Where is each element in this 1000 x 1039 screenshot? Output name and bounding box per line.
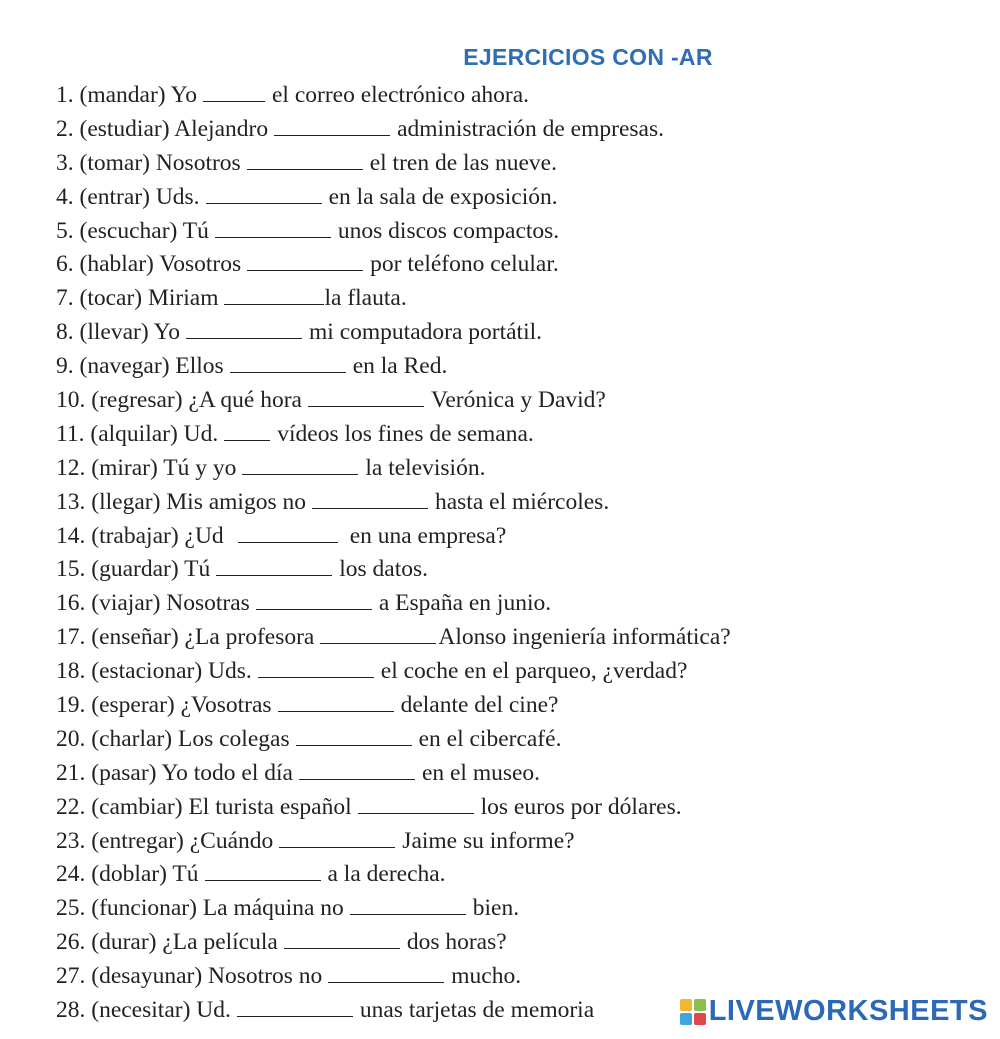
exercise-prompt: 8. (llevar) Yo xyxy=(56,319,181,346)
exercise-ending: los euros por dólares. xyxy=(480,793,682,820)
answer-blank[interactable] xyxy=(350,913,466,915)
answer-blank[interactable] xyxy=(224,439,270,441)
exercise-ending: el tren de las nueve. xyxy=(369,149,557,176)
exercise-ending: la televisión. xyxy=(365,454,486,481)
exercise-ending: vídeos los fines de semana. xyxy=(277,420,534,447)
exercise-item xyxy=(56,621,1000,655)
liveworksheets-logo xyxy=(678,995,988,1028)
exercise-item xyxy=(56,282,1000,316)
logo-square xyxy=(694,999,706,1011)
logo-square xyxy=(680,999,692,1011)
exercise-prompt: 15. (guardar) Tú xyxy=(56,556,211,583)
exercise-ending: a la derecha. xyxy=(327,861,446,888)
exercise-item xyxy=(56,926,1000,960)
exercise-ending: en una empresa? xyxy=(349,522,507,549)
answer-blank[interactable] xyxy=(312,507,428,509)
exercise-ending: administración de empresas. xyxy=(397,115,664,142)
exercise-ending: Verónica y David? xyxy=(430,387,606,414)
exercise-ending: Alonso ingeniería informática? xyxy=(438,624,731,651)
exercise-prompt: 7. (tocar) Miriam xyxy=(56,285,219,312)
answer-blank[interactable] xyxy=(284,947,400,949)
exercise-prompt: 18. (estacionar) Uds. xyxy=(56,658,252,685)
answer-blank[interactable] xyxy=(205,879,321,881)
answer-blank[interactable] xyxy=(358,812,474,814)
exercise-ending: por teléfono celular. xyxy=(370,251,559,278)
logo-square xyxy=(694,1013,706,1025)
exercise-item xyxy=(56,418,1000,452)
answer-blank[interactable] xyxy=(278,710,394,712)
exercise-ending: mi computadora portátil. xyxy=(309,319,543,346)
answer-blank[interactable] xyxy=(215,236,331,238)
exercise-item xyxy=(56,587,1000,621)
exercise-ending: el coche en el parqueo, ¿verdad? xyxy=(380,658,688,685)
exercise-item xyxy=(56,825,1000,859)
answer-blank[interactable] xyxy=(230,371,346,373)
answer-blank[interactable] xyxy=(328,981,444,983)
exercise-prompt: 25. (funcionar) La máquina no xyxy=(56,895,344,922)
exercise-item xyxy=(56,553,1000,587)
exercise-item xyxy=(56,215,1000,249)
exercise-ending: hasta el miércoles. xyxy=(434,488,610,515)
exercise-prompt: 17. (enseñar) ¿La profesora xyxy=(56,624,315,651)
answer-blank[interactable] xyxy=(308,405,424,407)
answer-blank[interactable] xyxy=(224,303,324,305)
answer-blank[interactable] xyxy=(238,541,338,543)
logo-square xyxy=(680,1013,692,1025)
exercise-list xyxy=(56,79,1000,1028)
exercise-item xyxy=(56,384,1000,418)
exercise-prompt: 26. (durar) ¿La película xyxy=(56,929,278,956)
exercise-item xyxy=(56,113,1000,147)
exercise-prompt: 23. (entregar) ¿Cuándo xyxy=(56,827,274,854)
exercise-item xyxy=(56,350,1000,384)
answer-blank[interactable] xyxy=(186,337,302,339)
logo-text: LIVEWORKSHEETS xyxy=(708,995,988,1027)
exercise-prompt: 14. (trabajar) ¿Ud xyxy=(56,522,224,549)
answer-blank[interactable] xyxy=(206,202,322,204)
exercise-item xyxy=(56,858,1000,892)
answer-blank[interactable] xyxy=(296,744,412,746)
exercise-item xyxy=(56,892,1000,926)
exercise-ending: Jaime su informe? xyxy=(402,827,575,854)
exercise-prompt: 21. (pasar) Yo todo el día xyxy=(56,759,293,786)
exercise-prompt: 1. (mandar) Yo xyxy=(56,82,197,108)
answer-blank[interactable] xyxy=(203,100,265,102)
exercise-prompt: 11. (alquilar) Ud. xyxy=(56,420,219,447)
exercise-ending: en la sala de exposición. xyxy=(328,183,558,210)
exercise-ending: en el museo. xyxy=(421,759,541,786)
exercise-prompt: 10. (regresar) ¿A qué hora xyxy=(56,387,302,414)
exercise-item xyxy=(56,147,1000,181)
exercise-item xyxy=(56,486,1000,520)
exercise-prompt: 5. (escuchar) Tú xyxy=(56,217,209,244)
exercise-prompt: 27. (desayunar) Nosotros no xyxy=(56,963,323,990)
exercise-item xyxy=(56,960,1000,994)
exercise-item xyxy=(56,316,1000,350)
exercise-item xyxy=(56,689,1000,723)
answer-blank[interactable] xyxy=(258,676,374,678)
exercise-prompt: 6. (hablar) Vosotros xyxy=(56,251,242,278)
exercise-ending: unas tarjetas de memoria xyxy=(359,997,595,1024)
answer-blank[interactable] xyxy=(299,778,415,780)
exercise-prompt: 28. (necesitar) Ud. xyxy=(56,997,231,1024)
answer-blank[interactable] xyxy=(320,642,436,644)
logo-mark-icon xyxy=(680,999,706,1025)
exercise-ending: bien. xyxy=(472,895,520,922)
exercise-ending: la flauta. xyxy=(324,285,407,312)
exercise-prompt: 13. (llegar) Mis amigos no xyxy=(56,488,306,515)
exercise-item xyxy=(56,723,1000,757)
exercise-prompt: 16. (viajar) Nosotras xyxy=(56,590,250,617)
exercise-prompt: 12. (mirar) Tú y yo xyxy=(56,454,237,481)
exercise-item xyxy=(56,520,1000,554)
exercise-ending: mucho. xyxy=(451,963,522,990)
exercise-item xyxy=(56,248,1000,282)
page-title: EJERCICIOS CON -AR xyxy=(463,44,713,70)
exercise-ending: unos discos compactos. xyxy=(337,217,560,244)
exercise-ending: a España en junio. xyxy=(378,590,552,617)
exercise-ending: en la Red. xyxy=(352,353,448,380)
answer-blank[interactable] xyxy=(247,168,363,170)
answer-blank[interactable] xyxy=(256,608,372,610)
exercise-ending: en el cibercafé. xyxy=(418,725,562,752)
answer-blank[interactable] xyxy=(242,473,358,475)
exercise-ending: el correo electrónico ahora. xyxy=(272,82,530,108)
exercise-prompt: 2. (estudiar) Alejandro xyxy=(56,115,269,142)
exercise-ending: delante del cine? xyxy=(400,692,559,719)
exercise-item xyxy=(56,655,1000,689)
exercise-item xyxy=(56,757,1000,791)
exercise-item xyxy=(56,79,1000,113)
answer-blank[interactable] xyxy=(279,846,395,848)
exercise-prompt: 3. (tomar) Nosotros xyxy=(56,149,241,176)
exercise-item xyxy=(56,452,1000,486)
answer-blank[interactable] xyxy=(274,134,390,136)
exercise-item xyxy=(56,791,1000,825)
exercise-prompt: 22. (cambiar) El turista español xyxy=(56,793,352,820)
exercise-prompt: 9. (navegar) Ellos xyxy=(56,353,224,380)
exercise-ending: los datos. xyxy=(339,556,428,583)
answer-blank[interactable] xyxy=(237,1015,353,1017)
exercise-prompt: 4. (entrar) Uds. xyxy=(56,183,200,210)
exercise-item xyxy=(56,181,1000,215)
exercise-ending: dos horas? xyxy=(406,929,507,956)
exercise-prompt: 24. (doblar) Tú xyxy=(56,861,199,888)
answer-blank[interactable] xyxy=(247,269,363,271)
answer-blank[interactable] xyxy=(216,574,332,576)
exercise-prompt: 19. (esperar) ¿Vosotras xyxy=(56,692,272,719)
exercise-prompt: 20. (charlar) Los colegas xyxy=(56,725,290,752)
